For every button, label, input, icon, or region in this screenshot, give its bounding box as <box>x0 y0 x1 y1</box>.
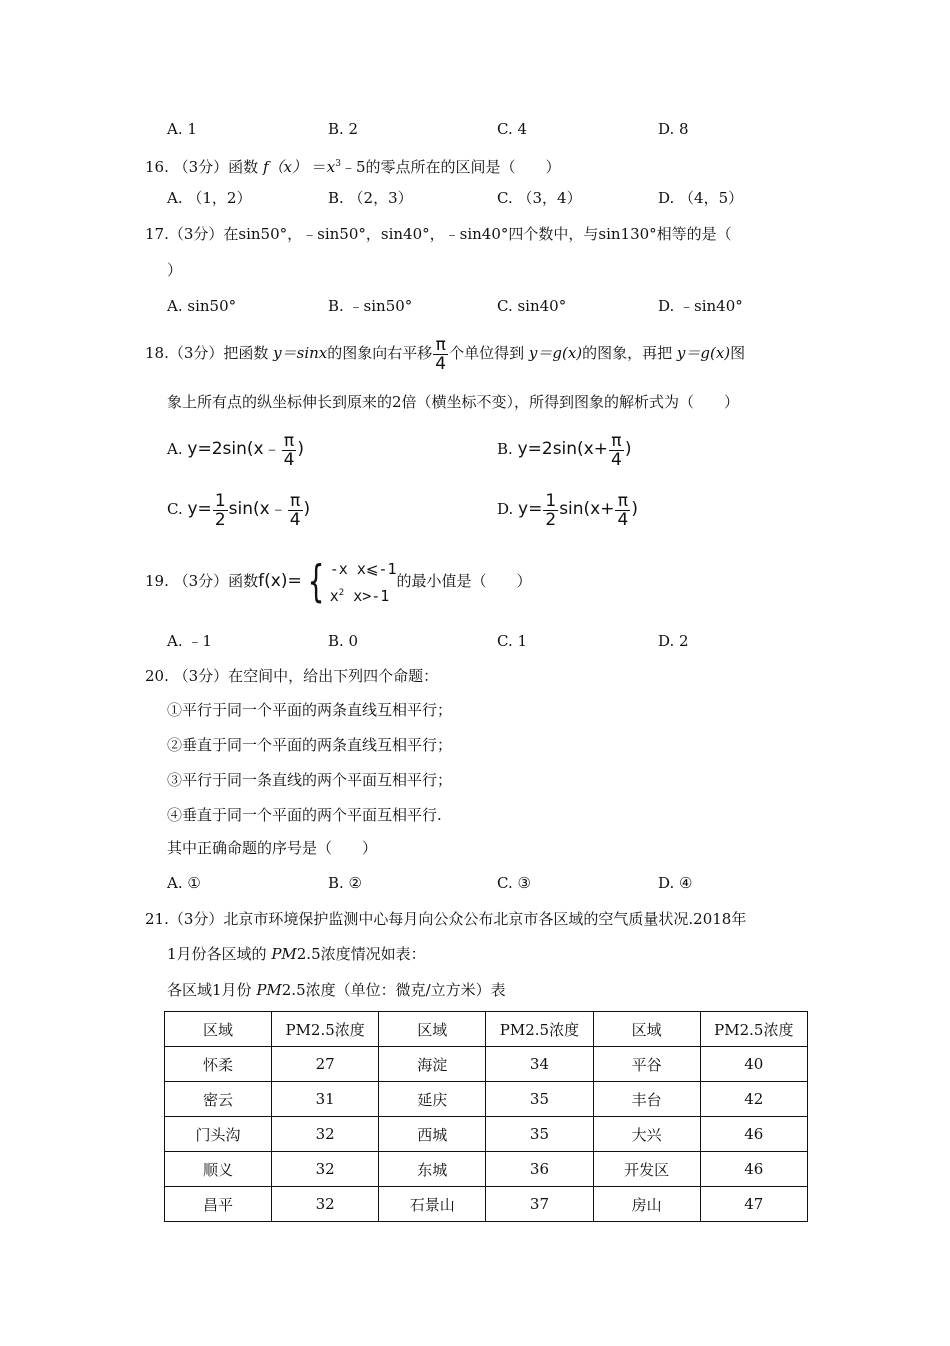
q19-option-d: D. 2 <box>658 632 689 650</box>
q18-option-c: C. y= $\frac{1}{2}$ sin(x﹣ $\frac{\pi}{4}$ ) <box>167 490 311 530</box>
table-cell: 怀柔 <box>165 1047 272 1082</box>
q17-stem: 17.（3分）在sin50°，﹣sin50°，sin40°，﹣sin40°四个数中，与sin130°相等的是（ <box>145 225 732 243</box>
q20-question: 其中正确命题的序号是（ ） <box>167 839 378 857</box>
table-cell: 32 <box>271 1117 378 1152</box>
q18-stem: 18.（3分）把函数 y＝sinx的图象向右平移 $\frac{\pi}{4}$ 个单位得到 y＝g(x)的图象，再把 y＝g(x)图 <box>145 334 746 374</box>
q20-proposition-4: ④垂直于同一个平面的两个平面互相平行. <box>167 806 442 824</box>
table-cell: 46 <box>700 1117 807 1152</box>
q17-stem-end: ） <box>167 261 183 279</box>
table-cell: 石景山 <box>379 1187 486 1222</box>
table-header-cell: 区域 <box>379 1012 486 1047</box>
table-header-cell: 区域 <box>165 1012 272 1047</box>
q16-stem: 16. （3分）函数 $f(x) =x^3﹣5$的零点所在的区间是（ ） <box>145 158 561 176</box>
q20-proposition-2: ②垂直于同一个平面的两条直线互相平行； <box>167 736 453 754</box>
table-cell: 37 <box>486 1187 593 1222</box>
table-cell: 27 <box>271 1047 378 1082</box>
q20-proposition-3: ③平行于同一条直线的两个平面互相平行； <box>167 771 453 789</box>
q21-stem: 21.（3分）北京市环境保护监测中心每月向公众公布北京市各区域的空气质量状况.2018年 <box>145 910 747 928</box>
q18-stem-line2: 象上所有点的纵坐标伸长到原来的2倍（横坐标不变），所得到图象的解析式为（ ） <box>167 393 740 411</box>
q16-option-c: C. （3，4） <box>497 189 582 207</box>
table-header-cell: PM2.5浓度 <box>486 1012 593 1047</box>
table-cell: 36 <box>486 1152 593 1187</box>
q17-option-d: D. ﹣sin40° <box>658 297 743 315</box>
q15-option-d: D. 8 <box>658 120 689 138</box>
q15-option-c: C. 4 <box>497 120 528 138</box>
table-cell: 丰台 <box>593 1082 700 1117</box>
table-header-cell: PM2.5浓度 <box>700 1012 807 1047</box>
pm25-table <box>164 1011 808 1222</box>
q16-option-b: B. （2，3） <box>328 189 413 207</box>
q16-option-a: A. （1，2） <box>167 189 252 207</box>
table-row <box>165 1152 808 1187</box>
q18-fraction: $\frac{\pi}{4}$ <box>435 334 447 374</box>
q20-option-a: A. ① <box>167 874 201 892</box>
table-cell: 46 <box>700 1152 807 1187</box>
q20-stem: 20. （3分）在空间中，给出下列四个命题： <box>145 667 439 685</box>
q19-option-c: C. 1 <box>497 632 528 650</box>
q20-option-c: C. ③ <box>497 874 531 892</box>
table-cell: 密云 <box>165 1082 272 1117</box>
table-row <box>165 1047 808 1082</box>
table-cell: 47 <box>700 1187 807 1222</box>
table-cell: 平谷 <box>593 1047 700 1082</box>
table-cell: 房山 <box>593 1187 700 1222</box>
table-cell: 32 <box>271 1152 378 1187</box>
table-cell: 海淀 <box>379 1047 486 1082</box>
table-cell: 大兴 <box>593 1117 700 1152</box>
left-brace-icon: { <box>307 556 325 607</box>
table-header-row <box>165 1012 808 1047</box>
q19-option-a: A. ﹣1 <box>167 632 212 650</box>
table-cell: 开发区 <box>593 1152 700 1187</box>
q19-option-b: B. 0 <box>328 632 359 650</box>
table-header-cell: PM2.5浓度 <box>271 1012 378 1047</box>
q18-option-a: A. y=2sin(x﹣ $\frac{\pi}{4}$ ) <box>167 430 305 470</box>
table-cell: 35 <box>486 1117 593 1152</box>
q16-option-d: D. （4，5） <box>658 189 744 207</box>
table-row <box>165 1082 808 1117</box>
q20-proposition-1: ①平行于同一个平面的两条直线互相平行； <box>167 701 453 719</box>
table-cell: 32 <box>271 1187 378 1222</box>
table-header-cell: 区域 <box>593 1012 700 1047</box>
q19-stem: 19. （3分）函数f(x)= { -x x⩽-1 $x^2$ x>-1 的最小值是（ ） <box>145 556 532 607</box>
table-cell: 门头沟 <box>165 1117 272 1152</box>
table-row <box>165 1187 808 1222</box>
table-cell: 40 <box>700 1047 807 1082</box>
q20-option-d: D. ④ <box>658 874 693 892</box>
table-cell: 西城 <box>379 1117 486 1152</box>
table-cell: 昌平 <box>165 1187 272 1222</box>
q18-option-d: D. y= $\frac{1}{2}$ sin(x+ $\frac{\pi}{4}$ ) <box>497 490 638 530</box>
q17-option-b: B. ﹣sin50° <box>328 297 413 315</box>
table-cell: 35 <box>486 1082 593 1117</box>
table-caption: 各区域1月份 PM2.5浓度（单位：微克/立方米）表 <box>167 981 506 999</box>
q21-stem-line2: 1月份各区域的 PM2.5浓度情况如表： <box>167 945 426 963</box>
table-cell: 42 <box>700 1082 807 1117</box>
q17-option-c: C. sin40° <box>497 297 567 315</box>
table-cell: 34 <box>486 1047 593 1082</box>
table-cell: 顺义 <box>165 1152 272 1187</box>
table-cell: 31 <box>271 1082 378 1117</box>
table-row <box>165 1117 808 1152</box>
q20-option-b: B. ② <box>328 874 363 892</box>
q18-option-b: B. y=2sin(x+ $\frac{\pi}{4}$ ) <box>497 430 632 470</box>
table-cell: 东城 <box>379 1152 486 1187</box>
q15-option-a: A. 1 <box>167 120 197 138</box>
q19-piecewise: -x x⩽-1 $x^2$ x>-1 <box>329 559 397 605</box>
q15-option-b: B. 2 <box>328 120 359 138</box>
table-cell: 延庆 <box>379 1082 486 1117</box>
q17-option-a: A. sin50° <box>167 297 237 315</box>
